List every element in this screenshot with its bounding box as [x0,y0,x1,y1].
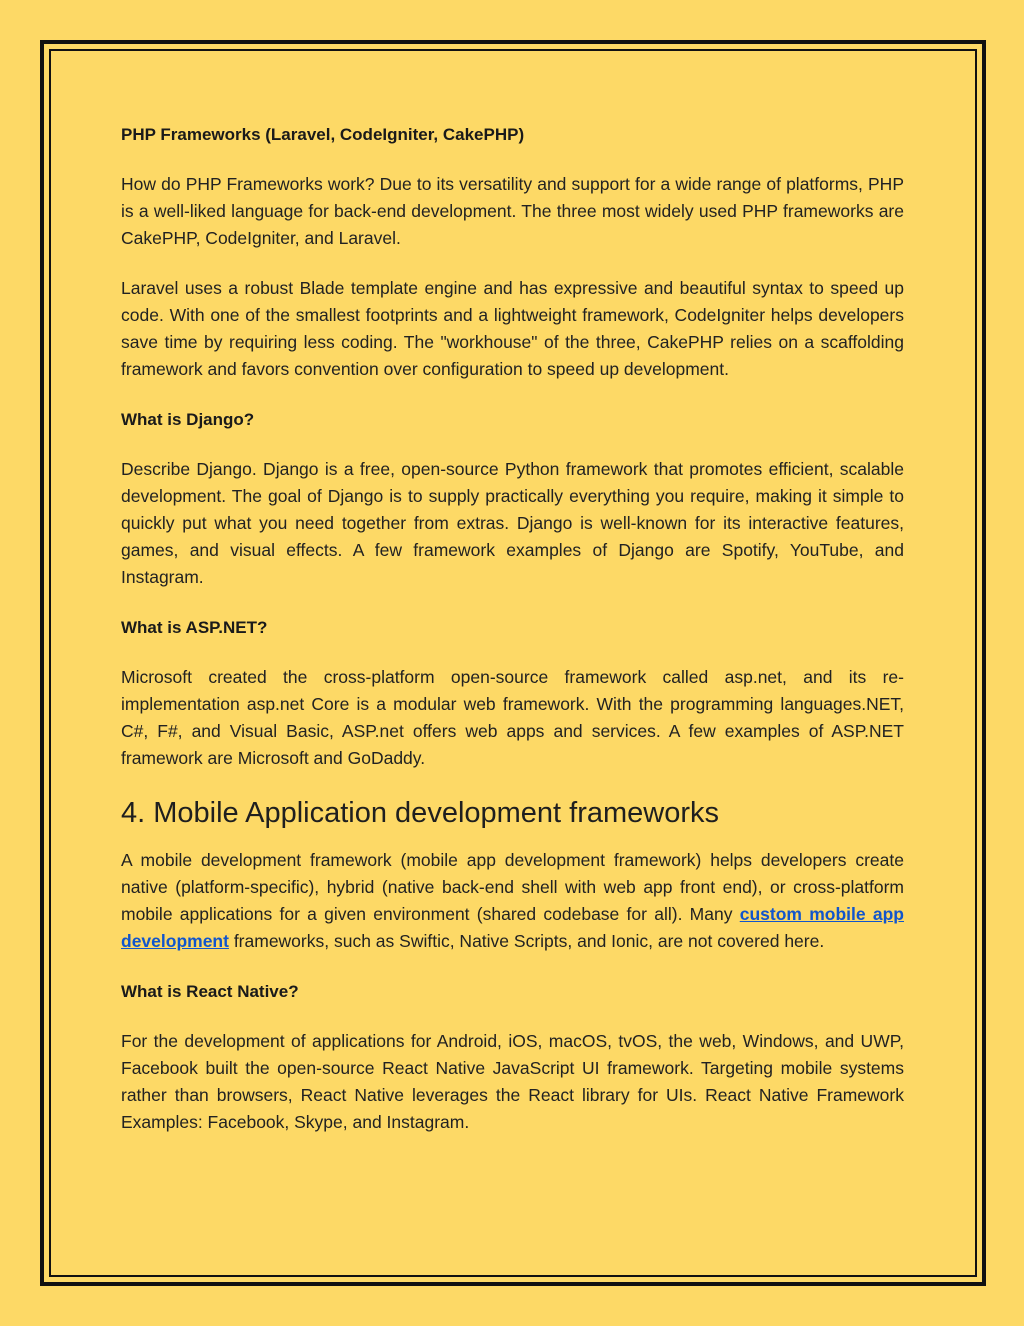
document-body [121,121,904,1159]
php-paragraph-2: Laravel uses a robust Blade template engine and has expressive and beautiful syntax to speed up code. With one of the smallest footprints and a lightweight framework, CodeIgniter helps developers save time by requiring less coding. The "workhouse" of the three, CakePHP relies on a scaffolding framework and favors convention over configuration to speed up development. [121,278,904,379]
php-paragraph-1: How do PHP Frameworks work? Due to its versatility and support for a wide range of platforms, PHP is a well-liked language for back-end development. The three most widely used PHP frameworks are CakePHP, CodeIgniter, and Laravel. [121,174,904,248]
mobile-paragraph-text-after: frameworks, such as Swiftic, Native Scripts, and Ionic, are not covered here. [228,931,825,951]
mobile-frameworks-section-title: 4. Mobile Application development frameworks [121,797,720,829]
php-frameworks-heading: PHP Frameworks (Laravel, CodeIgniter, CakePHP) [121,125,525,144]
mobile-paragraph [121,847,904,955]
react-native-paragraph: For the development of applications for Android, iOS, macOS, tvOS, the web, Windows, and UWP, Facebook built the open-source React Native JavaScript UI framework. Targeting mobile systems rather than browsers, React Native leverages the React library for UIs. React Native Framework Examples: Facebook, Skype, and Instagram. [121,1031,904,1132]
aspnet-heading: What is ASP.NET? [121,618,268,637]
django-paragraph: Describe Django. Django is a free, open-source Python framework that promotes efficient, scalable development. The goal of Django is to supply practically everything you require, making it simple to quickly put what you need together from extras. Django is well-known for its interactive features, games, and visual effects. A few framework examples of Django are Spotify, YouTube, and Instagram. [121,459,904,587]
react-native-heading: What is React Native? [121,982,299,1001]
aspnet-paragraph: Microsoft created the cross-platform open-source framework called asp.net, and its re-implementation asp.net Core is a modular web framework. With the programming languages.NET, C#, F#, and Visual Basic, ASP.net offers web apps and services. A few examples of ASP.NET framework are Microsoft and GoDaddy. [121,667,904,768]
custom-mobile-app-development-link[interactable]: custom mobile app development [121,904,904,951]
mobile-paragraph-text-before: A mobile development framework (mobile app development framework) helps developers create native (platform-specific), hybrid (native back-end shell with web app front end), or cross-platform mobile applications for a given environment (shared codebase for all). Many [121,850,904,924]
django-heading: What is Django? [121,410,255,429]
